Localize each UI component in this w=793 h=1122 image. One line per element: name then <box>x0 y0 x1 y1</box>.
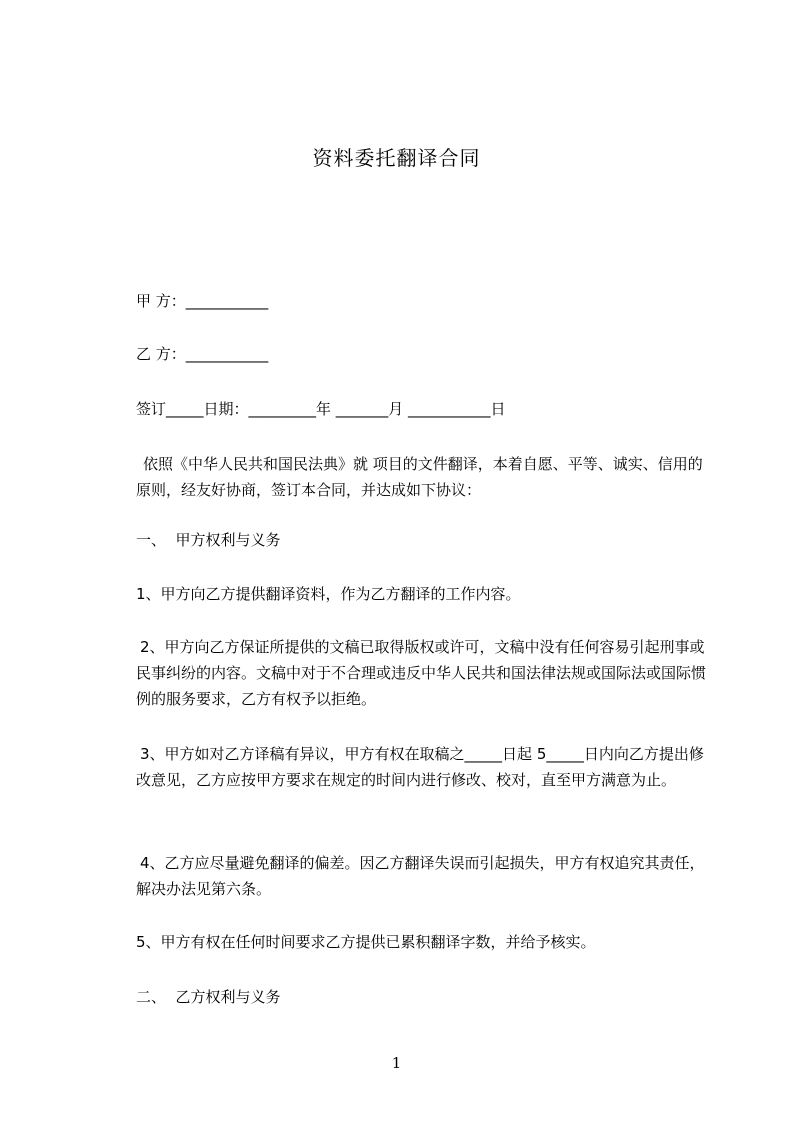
clause-2: 2、甲方向乙方保证所提供的文稿已取得版权或许可，文稿中没有任何容易引起刑事或民事纠纷的内容。文稿中对于不合理或违反中华人民共和国法律法规或国际法或国际惯例的服务要求，乙方有权予以拒绝。 <box>136 638 707 708</box>
party-a-line: 甲 方：___________ <box>136 292 269 310</box>
document-title: 资料委托翻译合同 <box>312 146 481 170</box>
section-1-heading: 一、 甲方权利与义务 <box>136 531 281 549</box>
clause-4: 4、乙方应尽量避免翻译的偏差。因乙方翻译失误而引起损失，甲方有权追究其责任，解决办法见第六条。 <box>136 854 705 898</box>
clause-3: 3、甲方如对乙方译稿有异议，甲方有权在取稿之_____日起 5_____日内向乙方提出修改意见，乙方应按甲方要求在规定的时间内进行修改、校对，直至甲方满意为止。 <box>136 745 704 789</box>
clause-5: 5、甲方有权在任何时间要求乙方提供已累积翻译字数，并给予核实。 <box>136 933 596 951</box>
section-2-heading: 二、 乙方权利与义务 <box>136 988 281 1006</box>
intro-paragraph: 依照《中华人民共和国民法典》就 项目的文件翻译，本着自愿、平等、诚实、信用的原则，经友好协商，签订本合同，并达成如下协议： <box>136 455 703 499</box>
sign-date-line: 签订_____日期：_________年 _______月 ___________日 <box>136 400 506 418</box>
page-number: 1 <box>391 1054 402 1072</box>
party-b-line: 乙 方：___________ <box>136 345 269 363</box>
clause-1: 1、甲方向乙方提供翻译资料，作为乙方翻译的工作内容。 <box>136 585 521 603</box>
